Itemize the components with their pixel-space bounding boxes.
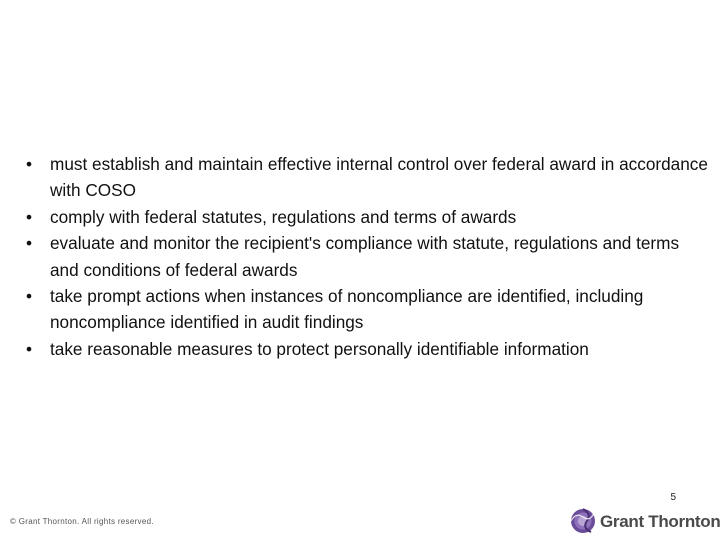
bullet-text: take reasonable measures to protect personally identifiable information xyxy=(50,338,589,359)
bullet-dot: • xyxy=(26,286,33,307)
bullet-dot: • xyxy=(26,338,33,359)
bullet-text: must establish and maintain effective internal control over federal award in accordance with COSO xyxy=(50,154,708,201)
copyright-notice: © Grant Thornton. All rights reserved. xyxy=(10,517,154,526)
bullet-item xyxy=(26,230,710,283)
bullet-item xyxy=(26,204,710,230)
bullet-text: comply with federal statutes, regulations and terms of awards xyxy=(50,206,517,227)
bullet-item xyxy=(26,336,710,362)
bullet-item xyxy=(26,151,710,204)
bullet-item xyxy=(26,283,710,336)
page-number: 5 xyxy=(670,492,676,503)
grant-thornton-logo-icon xyxy=(570,508,596,534)
bullet-text: take prompt actions when instances of noncompliance are identified, including noncompliance identified in audit findings xyxy=(50,286,644,333)
company-logo xyxy=(570,508,720,536)
logo-text: Grant Thornton xyxy=(600,512,720,531)
bullet-list xyxy=(26,151,710,362)
bullet-dot: • xyxy=(26,233,33,254)
bullet-dot: • xyxy=(26,154,33,174)
bullet-text: evaluate and monitor the recipient's compliance with statute, regulations and terms and conditions of federal awards xyxy=(50,233,680,280)
bullet-dot: • xyxy=(26,206,33,227)
